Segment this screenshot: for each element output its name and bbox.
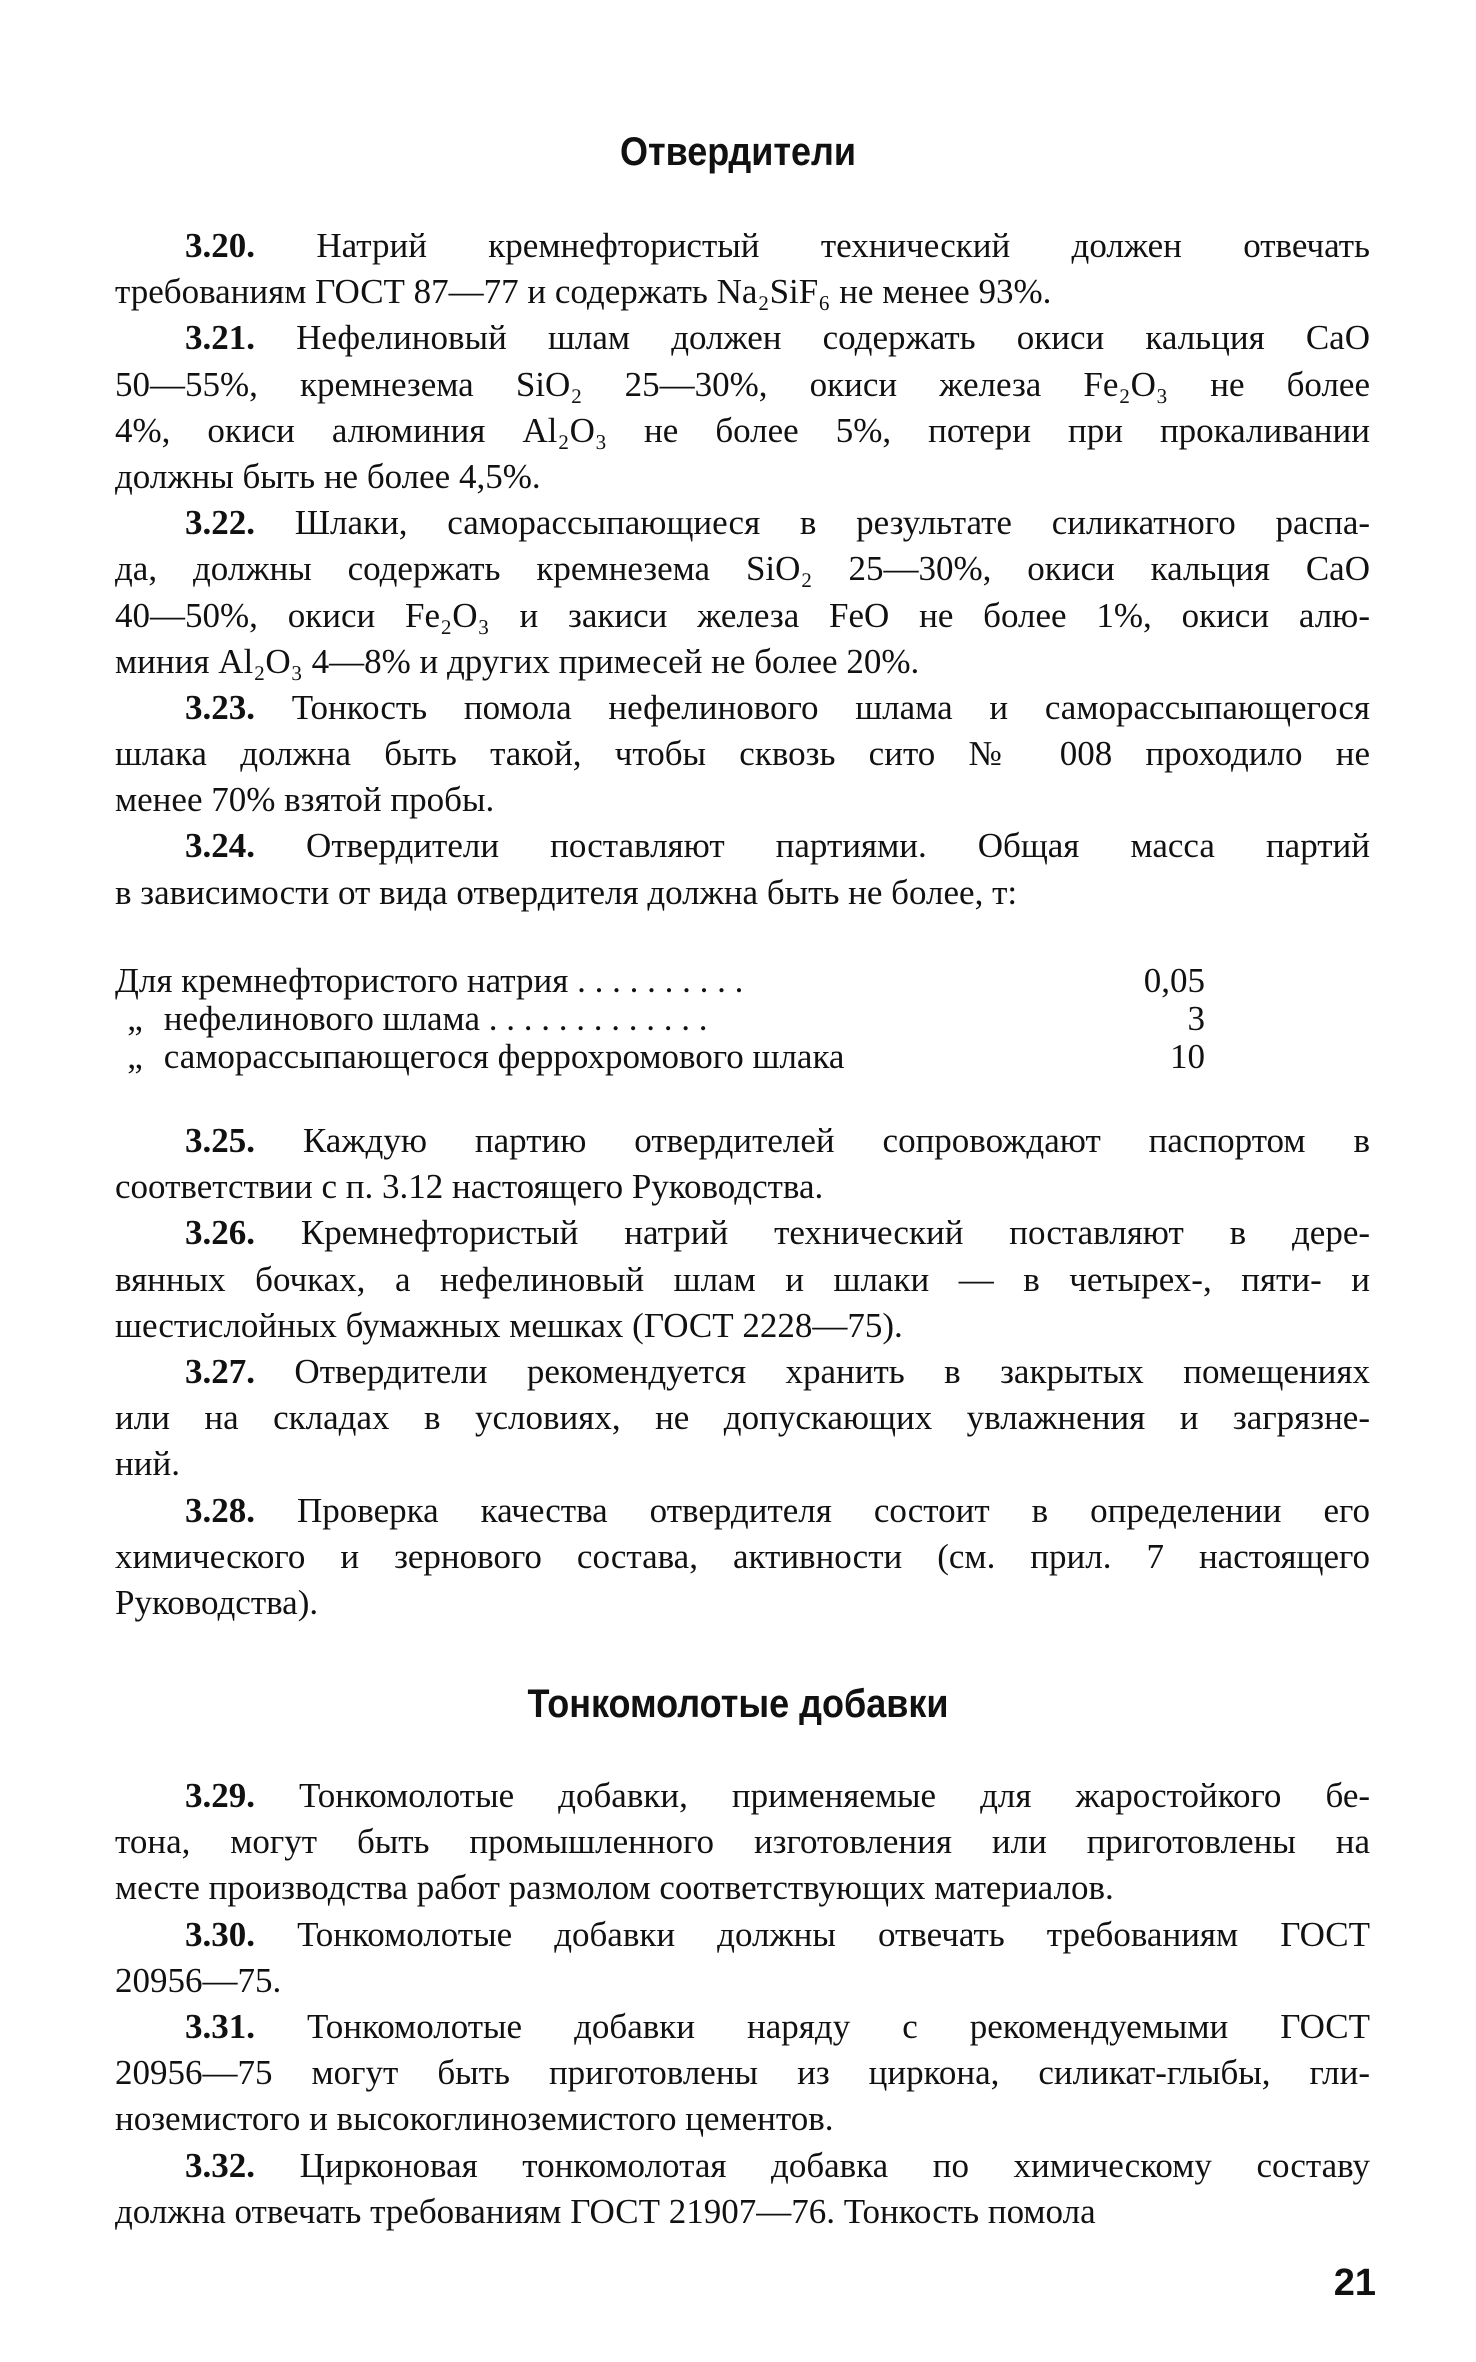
text-line [115,1534,1370,1580]
paragraph [115,823,1370,915]
text-line [115,1118,1370,1164]
row-prefix: Для [115,962,173,1000]
text-line [115,2143,1370,2189]
row-value: 0,05 [1143,961,1205,1000]
text-line [115,1580,1370,1626]
paragraphs-block-2 [115,1118,1370,1626]
paragraphs-block-3 [115,1773,1370,2235]
line-text: вянных бочках, а нефелиновый шлам и шлаки — в четырех-, пяти- и [115,1259,1370,1299]
paragraph [115,315,1370,500]
line-text: Отвердители рекомендуется хранить в закрытых помещениях [294,1351,1371,1391]
line-text: ний. [115,1444,180,1484]
text-line [115,593,1370,639]
text-line [115,1958,1370,2004]
paragraph-number: 3.30. [185,1914,255,1954]
paragraph-number: 3.23. [185,687,255,727]
line-text: 20956—75 могут быть приготовлены из циркона, силикат-глыбы, гли- [115,2053,1370,2093]
text-line [115,1819,1370,1865]
paragraph [115,500,1370,685]
line-text: да, должны содержать кремнезема SiO₂ 25—30%, окиси кальция CaO [115,549,1370,589]
text-line [115,362,1370,408]
line-text: Руководства). [115,1582,319,1622]
line-text: Тонкость помола нефелинового шлама и саморассыпающегося [291,687,1370,727]
paragraph-number: 3.27. [185,1351,255,1391]
text-line [115,639,1370,685]
text-line [115,1349,1370,1395]
text-line [115,1865,1370,1911]
paragraph-number: 3.28. [185,1490,255,1530]
paragraph [115,1488,1370,1627]
line-text: должна отвечать требованиям ГОСТ 21907—76. Тонкость помола [115,2191,1096,2231]
text-line [115,823,1370,869]
line-text: Тонкомолотые добавки должны отвечать требованиям ГОСТ [297,1914,1371,1954]
paragraph [115,685,1370,824]
line-text: 20956—75. [115,1960,282,2000]
paragraphs-block-1 [115,223,1370,916]
text-line [115,1257,1370,1303]
paragraph [115,1210,1370,1349]
line-text: месте производства работ размолом соответствующих материалов. [115,1868,1114,1908]
line-text: в зависимости от вида отвердителя должна быть не более, т: [115,872,1018,912]
row-label: кремнефтористого натрия . . . . . . . . . . [181,962,744,1000]
line-text: менее 70% взятой пробы. [115,780,495,820]
line-text: Тонкомолотые добавки, применяемые для жаростойкого бе- [299,1776,1371,1815]
text-line [115,500,1370,546]
section-heading-fine-additives: Тонкомолотые добавки [527,1682,949,1726]
text-line [115,777,1370,823]
text-line [115,2096,1370,2142]
line-text: Цирконовая тонкомолотая добавка по химическому составу [299,2145,1371,2185]
line-text: химического и зернового состава, активности (см. прил. 7 настоящего [115,1536,1370,1576]
text-line [115,2050,1370,2096]
row-label: нефелинового шлама . . . . . . . . . . . . . [163,1000,708,1038]
paragraph [115,1773,1370,1912]
text-line [115,870,1370,916]
line-text: шестислойных бумажных мешках (ГОСТ 2228—75). [115,1305,903,1345]
page-number: 21 [1333,2262,1376,2304]
text-line [115,408,1370,454]
line-text: Проверка качества отвердителя состоит в определении его [297,1490,1371,1530]
line-text: Отвердители поставляют партиями. Общая масса партий [306,826,1371,866]
text-line [115,315,1370,361]
line-text: Кремнефтористый натрий технический поставляют в дере- [300,1213,1371,1253]
paragraph-number: 3.24. [185,826,255,866]
ditto-mark: „ [127,1038,143,1076]
text-line [115,2189,1370,2235]
text-line [115,1912,1370,1958]
line-text: или на складах в условиях, не допускающих увлажнения и загрязне- [115,1398,1370,1438]
section-heading-hardeners: Отвердители [619,130,857,174]
paragraph-number: 3.21. [185,318,255,358]
text-line [115,1441,1370,1487]
ditto-mark: „ [127,1000,143,1038]
batch-mass-table [115,962,1205,1076]
line-text: Тонкомолотые добавки наряду с рекомендуемыми ГОСТ [307,2006,1370,2046]
text-line [115,1303,1370,1349]
row-value: 10 [1170,1037,1205,1076]
table-row [115,962,1205,1000]
line-text: Нефелиновый шлам должен содержать окиси кальция CaO [296,318,1370,358]
text-line [115,2004,1370,2050]
paragraph [115,1912,1370,2004]
line-text: должны быть не более 4,5%. [115,456,541,496]
line-text: Шлаки, саморассыпающиеся в результате силикатного распа- [294,503,1371,543]
line-text: соответствии с п. 3.12 настоящего Руководства. [115,1167,824,1207]
text-line [115,731,1370,777]
text-line [115,1164,1370,1210]
line-text: 4%, окиси алюминия Al₂O₃ не более 5%, потери при прокаливании [115,410,1370,450]
line-text: тона, могут быть промышленного изготовления или приготовлены на [115,1822,1370,1862]
text-line [115,1773,1370,1819]
text-line [115,1488,1370,1534]
table-row [115,1038,1205,1076]
text-line [115,546,1370,592]
paragraph [115,2004,1370,2143]
line-text: требованиям ГОСТ 87—77 и содержать Na₂SiF₆ не менее 93%. [115,272,1052,312]
line-text: Каждую партию отвердителей сопровождают паспортом в [302,1121,1370,1160]
line-text: 50—55%, кремнезема SiO₂ 25—30%, окиси железа Fe₂O₃ не более [115,364,1370,404]
paragraph [115,1118,1370,1210]
paragraph-number: 3.29. [185,1776,255,1815]
paragraph-number: 3.31. [185,2006,255,2046]
paragraph [115,223,1370,315]
row-label: саморассыпающегося феррохромового шлака [163,1038,845,1076]
text-line [115,685,1370,731]
text-line [115,223,1370,269]
paragraph-number: 3.22. [185,503,255,543]
table-row [115,1000,1205,1038]
line-text: 40—50%, окиси Fe₂O₃ и закиси железа FeO не более 1%, окиси алю- [115,595,1370,635]
text-line [115,1210,1370,1256]
paragraph-number: 3.26. [185,1213,255,1253]
text-line [115,269,1370,315]
text-line [115,1395,1370,1441]
paragraph [115,2143,1370,2235]
paragraph-number: 3.20. [185,226,255,265]
line-text: миния Al₂O₃ 4—8% и других примесей не более 20%. [115,641,920,681]
row-value: 3 [1187,999,1205,1038]
paragraph-number: 3.25. [185,1121,255,1160]
line-text: ноземистого и высокоглиноземистого цементов. [115,2099,834,2139]
paragraph-number: 3.32. [185,2145,255,2185]
paragraph [115,1349,1370,1488]
line-text: Натрий кремнефтористый технический должен отвечать [316,226,1371,265]
line-text: шлака должна быть такой, чтобы сквозь сито № 008 проходило не [115,734,1370,774]
text-line [115,454,1370,500]
